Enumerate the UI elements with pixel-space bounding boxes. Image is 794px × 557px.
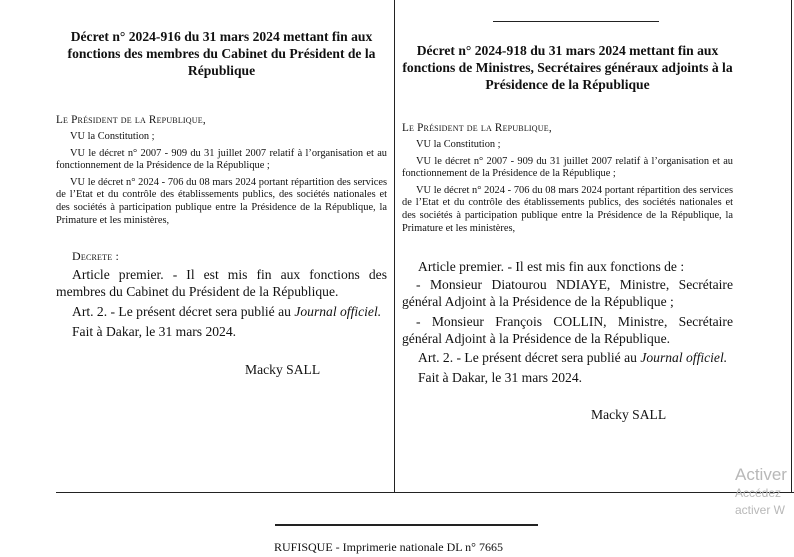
top-rule <box>493 21 659 22</box>
watermark-line: activer W <box>735 503 786 517</box>
decree-title: Décret n° 2024-918 du 31 mars 2024 mettant fin aux fonctions de Ministres, Secrétaires généraux adjoints à la Présidence de la République <box>402 43 733 92</box>
watermark-line: Accédez <box>735 486 782 500</box>
watermark-line: Activer <box>735 465 787 484</box>
article-2-text: Art. 2. - Le présent décret sera publié au <box>72 304 295 320</box>
vu-clause: VU la Constitution ; <box>70 131 155 142</box>
issuer: Le Président de la Republique, <box>402 122 552 134</box>
vu-clause: VU la Constitution ; <box>416 139 501 150</box>
signature: Macky SALL <box>245 362 321 378</box>
place-date: Fait à Dakar, le 31 mars 2024. <box>418 370 583 386</box>
journal-officiel: Journal officiel. <box>294 304 382 320</box>
left-decree <box>56 28 387 378</box>
article-2-text: Art. 2. - Le présent décret sera publié au <box>418 350 641 366</box>
signature: Macky SALL <box>591 407 667 423</box>
list-item: - Monsieur François COLLIN, Ministre, Secrétaire général Adjoint à la Présidence de la République. <box>402 314 733 347</box>
article-1: Article premier. - Il est mis fin aux fonctions de : <box>418 259 685 275</box>
journal-officiel: Journal officiel. <box>640 350 728 366</box>
decrete-heading: Decrete : <box>72 249 120 264</box>
article-2 <box>402 349 733 366</box>
right-border <box>791 0 792 492</box>
article-1: Article premier. - Il est mis fin aux fonctions des membres du Cabinet du Président de la République. <box>56 267 387 300</box>
issuer: Le Président de la Republique, <box>56 114 206 126</box>
column-divider <box>394 0 395 492</box>
printer-footer: RUFISQUE - Imprimerie nationale DL n° 7665 <box>274 540 503 554</box>
list-item: - Monsieur Diatourou NDIAYE, Ministre, Secrétaire général Adjoint à la Présidence de la République ; <box>402 277 733 310</box>
place-date: Fait à Dakar, le 31 mars 2024. <box>72 324 237 340</box>
vu-clause: VU le décret n° 2024 - 706 du 08 mars 2024 portant répartition des services de l’Etat et du contrôle des établissements publics, des sociétés nationales et des sociétés à participation publique entre la Présidence de la République, la Primature et les ministères, <box>402 184 733 234</box>
vu-clause: VU le décret n° 2007 - 909 du 31 juillet 2007 relatif à l’organisation et au fonctionnement de la Présidence de la République ; <box>56 147 387 172</box>
activation-watermark <box>735 465 787 519</box>
footer-rule <box>275 524 538 526</box>
bottom-rule <box>56 492 794 493</box>
vu-clause: VU le décret n° 2024 - 706 du 08 mars 2024 portant répartition des services de l’Etat et du contrôle des établissements publics, des sociétés nationales et des sociétés à participation publique entre la Présidence de la République, la Primature et les ministères, <box>56 176 387 226</box>
decree-title: Décret n° 2024-916 du 31 mars 2024 mettant fin aux fonctions des membres du Cabinet du Président de la République <box>67 29 376 78</box>
article-2 <box>56 303 387 320</box>
right-decree <box>402 42 733 423</box>
vu-clause: VU le décret n° 2007 - 909 du 31 juillet 2007 relatif à l’organisation et au fonctionnement de la Présidence de la République ; <box>402 155 733 180</box>
